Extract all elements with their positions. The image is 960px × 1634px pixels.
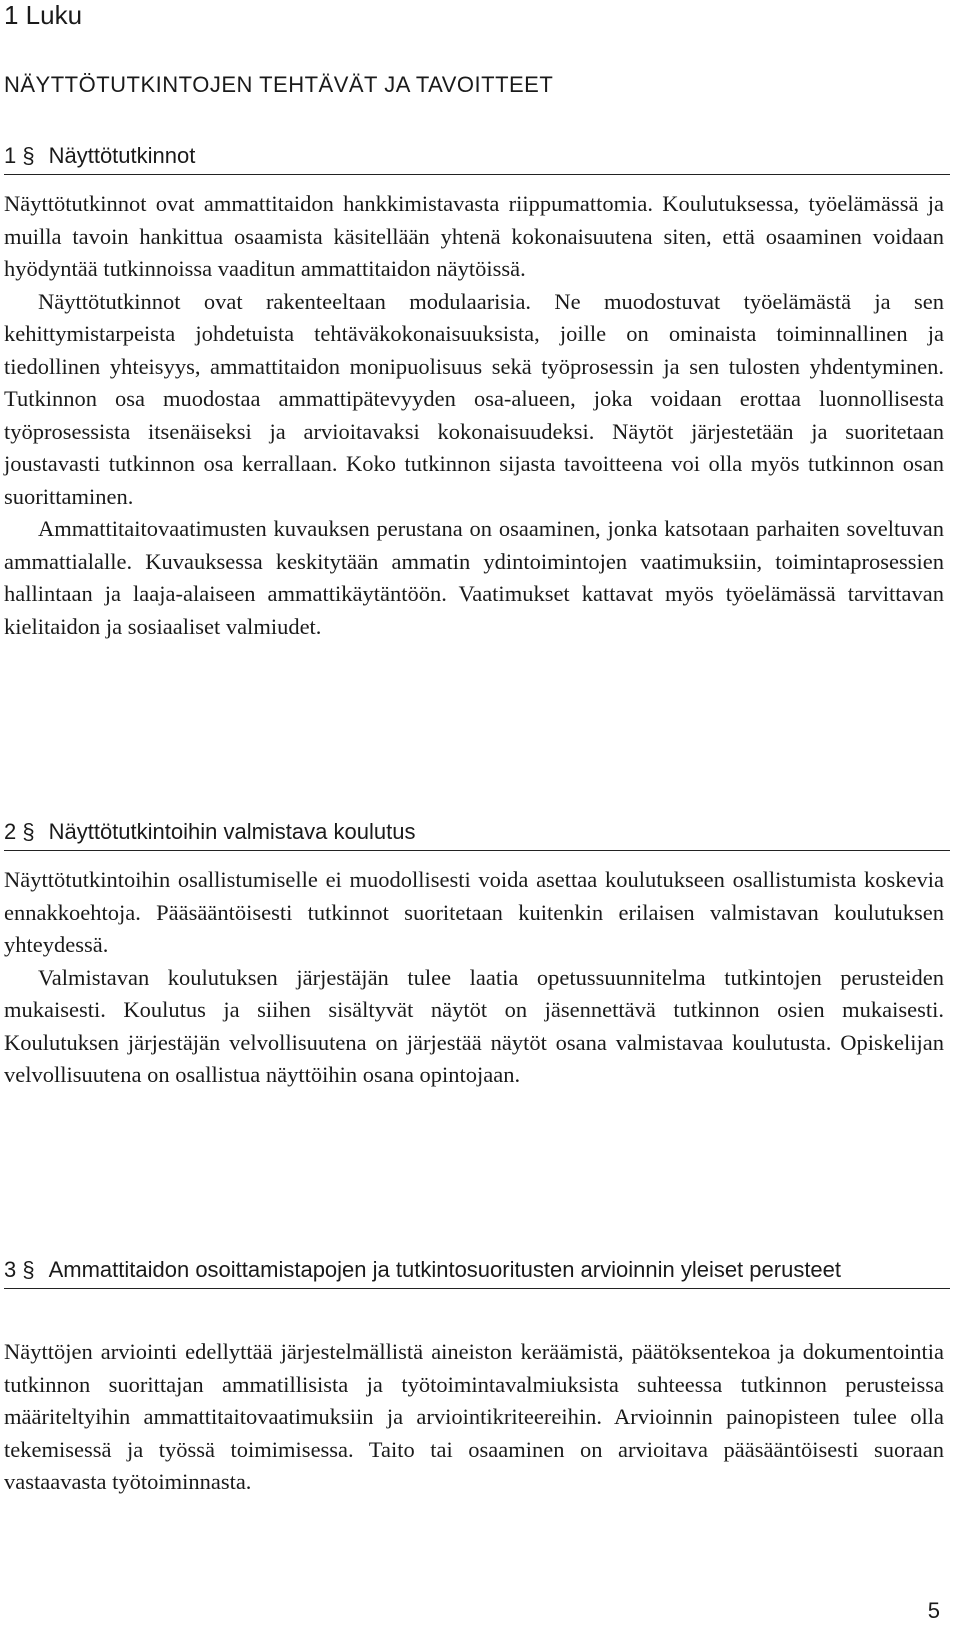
- page-title: NÄYTTÖTUTKINTOJEN TEHTÄVÄT JA TAVOITTEET: [4, 72, 554, 97]
- section-body-1: [4, 188, 944, 643]
- paragraph: Valmistavan koulutuksen järjestäjän tulee laatia opetussuunnitelma tutkintojen perusteiden mukaisesti. Koulutus ja siihen sisältyvät näytöt on jäsennettävä tutkinnon osien mukaisesti. Koulutuksen järjestäjän velvollisuutena on järjestää näytöt osana valmistavaa koulutusta. Opiskelijan velvollisuutena on osallistua näyttöihin osana opintojaan.: [4, 964, 944, 1087]
- page-number: 5: [927, 1598, 940, 1623]
- paragraph: Näyttötutkinnot ovat rakenteeltaan modulaarisia. Ne muodostuvat työelämästä ja sen kehittymistarpeista johdetuista tehtäväkokonaisuuksista, joille on ominaista toiminnallinen ja tiedollinen yhteisyys, ammattitaidon monipuolisuus sekä työprosessin ja sen tulosten yhdentyminen. Tutkinnon osa muodostaa ammattipätevyyden osa-alueen, joka voidaan erottaa luonnollisesta työprosessista itsenäiseksi ja arvioitavaksi kokonaisuudeksi. Näytöt järjestetään ja suoritetaan joustavasti tutkinnon osa kerrallaan. Koko tutkinnon sijasta tavoitteena voi olla myös tutkinnon osan suorittaminen.: [4, 288, 944, 509]
- paragraph: Näyttöjen arviointi edellyttää järjestelmällistä aineiston keräämistä, päätöksentekoa ja dokumentointia tutkinnon suorittajan ammatillisista ja työtoimintavalmiuksista suhteessa tutkinnon perusteissa määriteltyihin ammattitaitovaatimuksiin ja arviointikriteereihin. Arvioinnin painopisteen tulee olla tekemisessä ja työssä toimimisessa. Taito tai osaaminen on arvioitava pääsääntöisesti suoraan vastaavasta työtoiminnasta.: [4, 1339, 944, 1494]
- paragraph: Näyttötutkinnot ovat ammattitaidon hankkimistavasta riippumattomia. Koulutuksessa, työelämässä ja muilla tavoin hankittua osaamista käsitellään yhtenä kokonaisuutena siten, että osaaminen voidaan hyödyntää tutkinnoissa vaaditun ammattitaidon näytöissä.: [4, 191, 944, 281]
- section-heading-2: [4, 816, 950, 851]
- section-heading-1: [4, 140, 950, 175]
- section-number: 2 §: [4, 819, 35, 844]
- paragraph: Näyttötutkintoihin osallistumiselle ei muodollisesti voida asettaa koulutukseen osallistumista koskevia ennakkoehtoja. Pääsääntöisesti tutkinnot suoritetaan kuitenkin erilaisen valmistavan koulutuksen yhteydessä.: [4, 867, 944, 957]
- section-body-2: [4, 864, 944, 1092]
- section-body-3: [4, 1336, 944, 1499]
- section-title: Ammattitaidon osoittamistapojen ja tutkintosuoritusten arvioinnin yleiset perusteet: [48, 1257, 842, 1282]
- section-title: Näyttötutkinnot: [48, 143, 196, 168]
- chapter-label: 1 Luku: [4, 0, 83, 30]
- paragraph: Ammattitaitovaatimusten kuvauksen perustana on osaaminen, jonka katsotaan parhaiten soveltuvan ammattialalle. Kuvauksessa keskitytään ammatin ydintoimintojen vaatimuksiin, toimintaprosessien hallintaan ja laaja-alaiseen ammattikäytäntöön. Vaatimukset kattavat myös työelämässä tarvittavan kielitaidon ja sosiaaliset valmiudet.: [4, 516, 944, 639]
- section-heading-3: [4, 1254, 950, 1289]
- section-title: Näyttötutkintoihin valmistava koulutus: [48, 819, 416, 844]
- section-number: 1 §: [4, 143, 35, 168]
- section-number: 3 §: [4, 1257, 35, 1282]
